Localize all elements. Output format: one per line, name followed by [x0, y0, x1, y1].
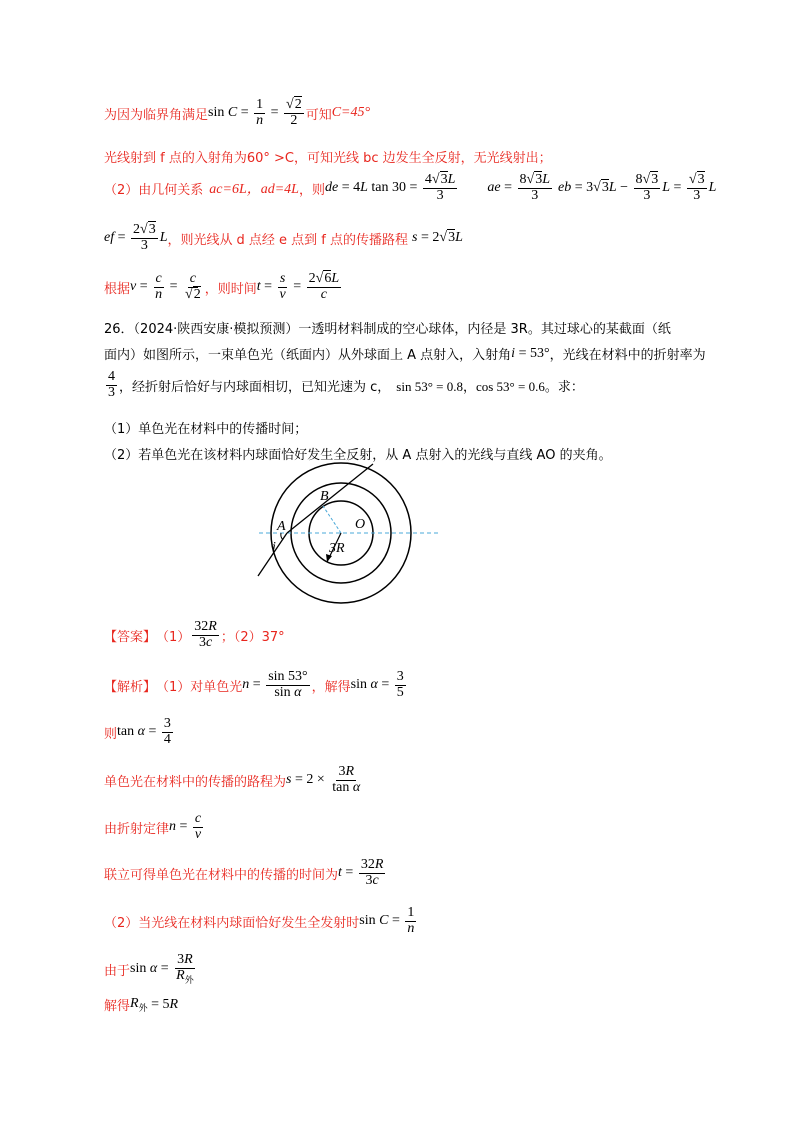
formula-sin-alpha: sin α = $\frac{3}{5}$: [350, 669, 404, 700]
formula-t: t = $\frac{s}{v}$ = $\frac{2√6L}{c}$: [256, 271, 340, 302]
formula-n: n = $\frac{\sin 53^\circ}{\text{sin α}}$: [242, 669, 308, 700]
question-text-line1: [104, 318, 671, 337]
text: ，则: [298, 182, 325, 198]
solution-line-critical-angle: [104, 98, 370, 128]
solution-line-path: [104, 223, 463, 253]
formula-tan-alpha: tan α = $\frac{3}{4}$: [117, 716, 171, 747]
text: C=45°: [331, 105, 371, 121]
text: 则: [104, 726, 118, 742]
text: ；（2）37°: [220, 629, 285, 645]
label-B: B: [320, 489, 329, 504]
label-A: A: [277, 519, 286, 534]
analysis-line-5: [104, 858, 387, 888]
formula-answer1: $\frac{32R}{3c}$: [194, 619, 217, 650]
analysis-line-2: [104, 717, 175, 747]
formula-ae: ae = $\frac{8√3L}{3}$: [487, 172, 550, 203]
text: （1）对单色光: [156, 679, 243, 695]
text: 联立可得单色光在材料中的传播的时间为: [104, 867, 339, 883]
formula-result: $R_外$ = 5 R: [130, 995, 179, 1013]
text: 为因为临界角满足: [104, 107, 209, 123]
radius-to-B: [323, 506, 341, 533]
analysis-line-6: [104, 906, 418, 936]
analysis-line-3: [104, 765, 364, 795]
text: 单色光在材料中的传播的路程为: [104, 774, 287, 790]
formula-path: s = 2 × $\frac{3R}{\text{tan α}}$: [286, 764, 361, 795]
analysis-line-8: [104, 995, 178, 1014]
formula-critical: sin C = $\frac{1}{n}$: [359, 905, 415, 936]
formula-s: s = 2√3 L: [412, 230, 463, 246]
formula-time: t = $\frac{32R}{3c}$: [338, 857, 384, 888]
label-O: O: [355, 517, 366, 532]
analysis-line-1: [104, 670, 408, 700]
formula-trig: sin 53° = 0.8，cos 53° = 0.6: [396, 378, 545, 394]
text: 解得: [104, 999, 131, 1014]
text: 面内）如图所示，一束单色光（纸面内）从外球面上 A 点射入，入射角: [104, 348, 512, 363]
text: d 点经 e 点到 f 点的传播路程: [236, 232, 409, 248]
formula-sinC: sin C = $\frac{1}{n}$ = $\frac{√2}{2}$: [208, 97, 302, 128]
analysis-tag: 【解析】: [104, 679, 157, 695]
formula-ef: ef = $\frac{2√3}{3}$ L: [104, 222, 168, 253]
formula-eb: eb = 3√3 L − $\frac{8√3}{3}$ L = $\frac{√3}{3}$ L: [558, 172, 717, 203]
text: 根据: [104, 281, 131, 297]
optics-diagram: [255, 460, 445, 610]
text: ，解得: [311, 679, 351, 695]
solution-line-time: [104, 272, 343, 302]
analysis-line-4: [104, 812, 205, 842]
formula-de: de = 4 L tan 30 = $\frac{4√3L}{3}$: [324, 172, 456, 203]
text: 26．（2024·陕西安康·模拟预测）一透明材料制成的空心球体，内径是 3R。其过球心的某截面（纸: [104, 322, 671, 337]
solution-line-geometry: [104, 173, 716, 203]
analysis-line-7: [104, 953, 198, 985]
formula-refraction: n = $\frac{c}{v}$: [169, 811, 202, 842]
text: （2）由几何关系: [104, 182, 204, 198]
text: （1）单色光在材料中的传播时间；: [104, 422, 308, 437]
formula-index: $\frac{4}{3}$: [108, 369, 115, 400]
text: （2）当光线在材料内球面恰好发生全发射时: [104, 915, 360, 931]
question-text-line2: [104, 344, 706, 363]
question-text-line3: [104, 370, 584, 400]
text: ac=6L，ad=4L: [209, 182, 299, 198]
text: （2）若单色光在该材料内球面恰好发生全反射，从 A 点射入的光线与直线 AO 的夹角。: [104, 448, 612, 463]
text: ，光线在材料中的折射率为: [549, 348, 706, 363]
text: ，则光线从: [167, 232, 233, 248]
answer-line: [104, 620, 285, 650]
formula-i: i = 53°: [511, 345, 550, 361]
solution-line-total-reflection: [104, 147, 552, 166]
formula-ratio: sin α = $\frac{3R}{R_外}$: [130, 952, 194, 985]
question-part1: [104, 418, 307, 437]
formula-v: v = $\frac{c}{n}$ = $\frac{c}{√2}$: [130, 271, 201, 302]
text: 由于: [104, 963, 131, 979]
text: （1）: [156, 629, 191, 645]
text: ，经折射后恰好与内球面相切，已知光速为 c，: [119, 379, 391, 395]
text: 由折射定律: [104, 821, 170, 837]
text: 。求：: [544, 379, 584, 395]
answer-tag: 【答案】: [104, 629, 157, 645]
text: 光线射到 f 点的入射角为60° >C，可知光线 bc 边发生全反射，无光线射出；: [104, 151, 552, 166]
label-3R: 3R: [329, 541, 345, 556]
text: ，则时间: [204, 281, 257, 297]
angle-arc: [281, 533, 283, 540]
text: 可知: [305, 107, 332, 123]
label-i: i: [272, 540, 276, 555]
